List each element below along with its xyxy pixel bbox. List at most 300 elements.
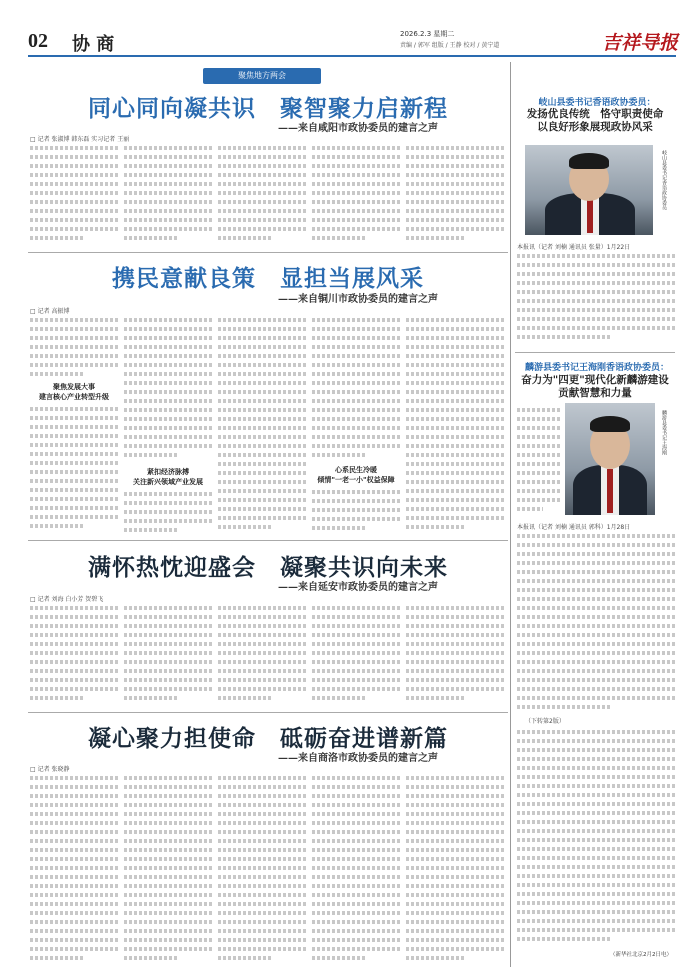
text-line [406, 522, 466, 531]
text-line [406, 872, 506, 881]
text-line [312, 324, 400, 333]
text-line [406, 657, 506, 666]
text-line [406, 666, 506, 675]
article1-subtitle: ——来自咸阳市政协委员的建言之声 [278, 123, 438, 134]
text-line [124, 926, 212, 935]
text-line [30, 315, 118, 324]
text-line [406, 360, 506, 369]
text-line [218, 845, 306, 854]
text-line [406, 953, 466, 962]
article4-body-col5 [406, 773, 506, 963]
text-line [218, 657, 306, 666]
text-line [517, 889, 675, 898]
text-line [218, 233, 271, 242]
text-line [30, 206, 118, 215]
text-line [124, 215, 212, 224]
text-line [218, 926, 306, 935]
text-line [30, 944, 118, 953]
text-line [517, 269, 675, 278]
text-line [218, 152, 306, 161]
text-line [406, 693, 466, 702]
text-line [218, 215, 306, 224]
text-line [406, 809, 506, 818]
text-line [406, 432, 506, 441]
text-line [312, 197, 400, 206]
footer-source: （新华社北京2月2日电） [610, 952, 672, 958]
text-line [30, 675, 118, 684]
right-story1-byline: 本报讯（记者 刘楠 通讯员 张量）1月22日 [517, 244, 631, 251]
right-continued-note: （下转第2版） [525, 718, 565, 725]
text-line [218, 917, 306, 926]
text-line [312, 315, 400, 324]
article3-headline: 满怀热忱迎盛会 凝聚共识向未来 [88, 554, 448, 581]
text-line [124, 387, 212, 396]
text-line [312, 369, 400, 378]
text-line [218, 414, 306, 423]
right-story1-photo [525, 145, 653, 235]
text-line [406, 630, 506, 639]
text-line [406, 504, 506, 513]
text-line [124, 917, 212, 926]
right-story2-body-side [517, 405, 561, 515]
text-line [218, 782, 306, 791]
article2-subhead-1: 聚焦发展大事 建言核心产业转型升级 [39, 383, 109, 401]
text-line [312, 836, 400, 845]
text-line [124, 333, 212, 342]
text-line [218, 224, 306, 233]
text-line [30, 693, 83, 702]
text-line [517, 754, 675, 763]
text-line [312, 487, 400, 496]
text-line [312, 206, 400, 215]
text-line [30, 630, 118, 639]
text-line [312, 899, 400, 908]
article4-body-col2 [124, 773, 212, 963]
text-line [124, 342, 212, 351]
text-line [30, 917, 118, 926]
text-line [30, 404, 118, 413]
text-line [517, 251, 675, 260]
text-line [517, 702, 612, 711]
text-line [312, 603, 400, 612]
text-line [517, 567, 675, 576]
text-line [517, 907, 675, 916]
text-line [124, 791, 212, 800]
text-line [312, 496, 400, 505]
text-line [517, 314, 675, 323]
text-line [30, 791, 118, 800]
article4-byline: □ 记者 张晓静 [30, 766, 70, 773]
text-line [517, 323, 675, 332]
text-line [517, 736, 675, 745]
text-line [124, 881, 212, 890]
text-line [517, 621, 675, 630]
article-separator [28, 712, 508, 713]
text-line [30, 360, 118, 369]
text-line [124, 315, 212, 324]
text-line [30, 782, 118, 791]
text-line [218, 522, 271, 531]
text-line [218, 206, 306, 215]
text-line [406, 639, 506, 648]
text-line [124, 498, 212, 507]
text-line [312, 612, 400, 621]
text-line [218, 143, 306, 152]
text-line [406, 684, 506, 693]
text-line [124, 944, 212, 953]
text-line [517, 495, 561, 504]
text-line [30, 197, 118, 206]
text-line [124, 525, 177, 534]
text-line [312, 926, 400, 935]
text-line [218, 387, 306, 396]
text-line [406, 161, 506, 170]
text-line [312, 387, 400, 396]
text-line [124, 324, 212, 333]
text-line [312, 505, 400, 514]
article2-subtitle: ——来自铜川市政协委员的建言之声 [278, 294, 438, 305]
text-line [124, 836, 212, 845]
text-line [517, 432, 561, 441]
text-line [312, 621, 400, 630]
text-line [30, 449, 118, 458]
text-line [406, 405, 506, 414]
text-line [30, 179, 118, 188]
text-line [517, 441, 561, 450]
text-line [312, 523, 365, 532]
text-line [30, 953, 83, 962]
text-line [124, 666, 212, 675]
text-line [406, 863, 506, 872]
text-line [124, 899, 212, 908]
article3-body-col3 [218, 603, 306, 703]
text-line [406, 423, 506, 432]
text-line [312, 693, 365, 702]
text-line [218, 827, 306, 836]
text-line [124, 657, 212, 666]
text-line [218, 423, 306, 432]
text-line [406, 899, 506, 908]
text-line [406, 603, 506, 612]
editorial-staff: 责编 / 郭军 组版 / 王静 校对 / 黄宁道 [400, 42, 500, 49]
text-line [312, 773, 400, 782]
text-line [406, 675, 506, 684]
text-line [218, 603, 306, 612]
text-line [517, 477, 561, 486]
text-line [517, 648, 675, 657]
text-line [406, 369, 506, 378]
text-line [517, 450, 561, 459]
text-line [218, 333, 306, 342]
text-line [517, 693, 675, 702]
text-line [517, 486, 561, 495]
text-line [124, 161, 212, 170]
article2-body-col1a [30, 315, 118, 380]
text-line [218, 872, 306, 881]
text-line [312, 152, 400, 161]
text-line [218, 639, 306, 648]
text-line [30, 431, 118, 440]
text-line [218, 800, 306, 809]
text-line [30, 845, 118, 854]
text-line [517, 898, 675, 907]
text-line [406, 468, 506, 477]
text-line [406, 459, 506, 468]
text-line [30, 342, 118, 351]
text-line [124, 908, 212, 917]
text-line [30, 324, 118, 333]
article1-body-col1 [30, 143, 118, 243]
article2-subhead-3: 心系民生冷暖 倾情"一老一小"权益保障 [317, 466, 395, 484]
text-line [517, 862, 675, 871]
text-line [406, 854, 506, 863]
text-line [312, 818, 400, 827]
text-line [218, 666, 306, 675]
text-line [406, 378, 506, 387]
text-line [312, 890, 400, 899]
section-title: 协 商 [72, 34, 115, 55]
text-line [30, 863, 118, 872]
text-line [218, 513, 306, 522]
text-line [406, 773, 506, 782]
text-line [124, 224, 212, 233]
text-line [517, 305, 675, 314]
text-line [406, 387, 506, 396]
text-line [517, 853, 675, 862]
text-line [406, 414, 506, 423]
text-line [124, 827, 212, 836]
text-line [517, 459, 561, 468]
text-line [30, 188, 118, 197]
text-line [218, 854, 306, 863]
text-line [218, 881, 306, 890]
text-line [218, 170, 306, 179]
text-line [517, 296, 675, 305]
text-line [406, 152, 506, 161]
text-line [124, 621, 212, 630]
text-line [517, 799, 675, 808]
text-line [124, 206, 212, 215]
text-line [30, 621, 118, 630]
article3-body-col5 [406, 603, 506, 703]
text-line [406, 170, 506, 179]
text-line [124, 693, 177, 702]
text-line [30, 351, 118, 360]
text-line [218, 495, 306, 504]
text-line [517, 934, 612, 943]
text-line [30, 773, 118, 782]
page-number: 02 [28, 30, 48, 52]
text-line [124, 378, 212, 387]
issue-date: 2026.2.3 星期二 [400, 30, 455, 38]
text-line [406, 233, 466, 242]
text-line [312, 360, 400, 369]
text-line [218, 684, 306, 693]
article4-body-col1 [30, 773, 118, 963]
text-line [124, 414, 212, 423]
article3-subtitle: ——来自延安市政协委员的建言之声 [278, 582, 438, 593]
article1-body-col2 [124, 143, 212, 243]
text-line [312, 333, 400, 342]
text-line [406, 333, 506, 342]
text-line [406, 188, 506, 197]
text-line [406, 477, 506, 486]
article1-headline: 同心同向凝共识 聚智聚力启新程 [88, 95, 448, 122]
text-line [218, 863, 306, 872]
text-line [517, 727, 675, 736]
text-line [406, 351, 506, 360]
text-line [124, 648, 212, 657]
text-line [124, 630, 212, 639]
text-line [406, 935, 506, 944]
text-line [312, 935, 400, 944]
text-line [517, 844, 675, 853]
text-line [517, 558, 675, 567]
text-line [30, 657, 118, 666]
text-line [312, 215, 400, 224]
article3-body-col4 [312, 603, 400, 703]
text-line [312, 881, 400, 890]
article4-body-col3 [218, 773, 306, 963]
text-line [218, 315, 306, 324]
text-line [406, 206, 506, 215]
text-line [218, 351, 306, 360]
text-line [124, 423, 212, 432]
article3-byline: □ 记者 刘海 白小芳 贺碧飞 [30, 596, 104, 603]
text-line [517, 549, 675, 558]
text-line [30, 215, 118, 224]
text-line [30, 648, 118, 657]
text-line [218, 648, 306, 657]
text-line [218, 450, 306, 459]
masthead-logo: 吉祥导报 [602, 32, 679, 54]
text-line [124, 639, 212, 648]
text-line [30, 890, 118, 899]
text-line [312, 450, 365, 459]
article3-body-col1 [30, 603, 118, 703]
text-line [517, 504, 543, 513]
text-line [124, 188, 212, 197]
text-line [312, 917, 400, 926]
text-line [218, 890, 306, 899]
text-line [312, 675, 400, 684]
text-line [218, 441, 306, 450]
text-line [312, 872, 400, 881]
text-line [517, 414, 561, 423]
text-line [517, 880, 675, 889]
text-line [517, 278, 675, 287]
text-line [406, 179, 506, 188]
text-line [406, 315, 506, 324]
text-line [312, 827, 400, 836]
text-line [218, 504, 306, 513]
text-line [30, 800, 118, 809]
text-line [517, 612, 675, 621]
text-line [517, 817, 675, 826]
text-line [218, 179, 306, 188]
text-line [517, 603, 675, 612]
text-line [406, 827, 506, 836]
right-story2-photo-caption: 麟游县委书记王海刚 [661, 410, 667, 455]
text-line [124, 351, 212, 360]
text-line [312, 514, 400, 523]
article2-body-col3 [218, 315, 306, 534]
text-line [517, 594, 675, 603]
text-line [30, 908, 118, 917]
text-line [406, 441, 506, 450]
text-line [218, 630, 306, 639]
text-line [218, 468, 306, 477]
text-line [312, 351, 400, 360]
text-line [124, 612, 212, 621]
page-header [0, 0, 700, 60]
text-line [406, 926, 506, 935]
text-line [517, 531, 675, 540]
text-line [406, 621, 506, 630]
text-line [30, 935, 118, 944]
text-line [406, 881, 506, 890]
text-line [406, 944, 506, 953]
text-line [517, 925, 675, 934]
text-line [312, 863, 400, 872]
text-line [218, 342, 306, 351]
text-line [406, 890, 506, 899]
text-line [312, 441, 400, 450]
text-line [124, 854, 212, 863]
right-story2-kicker: 麟游县委书记王海刚香语政协委员： [524, 363, 669, 373]
text-line [312, 845, 400, 854]
right-story2-body [517, 531, 675, 711]
text-line [30, 827, 118, 836]
text-line [124, 773, 212, 782]
right-story2-title: 奋力为"四更"现代化新麟游建设 贡献智慧和力量 [521, 374, 669, 399]
text-line [218, 197, 306, 206]
text-line [124, 809, 212, 818]
text-line [124, 890, 212, 899]
text-line [312, 414, 400, 423]
article2-body-col5 [406, 315, 506, 534]
text-line [312, 854, 400, 863]
text-line [30, 485, 118, 494]
text-line [517, 468, 561, 477]
text-line [30, 521, 83, 530]
text-line [124, 441, 212, 450]
text-line [30, 476, 118, 485]
text-line [406, 908, 506, 917]
text-line [312, 908, 400, 917]
article2-body-col4a [312, 315, 400, 461]
text-line [124, 489, 212, 498]
text-line [517, 781, 675, 790]
text-line [517, 423, 561, 432]
article-separator [515, 352, 675, 353]
text-line [517, 405, 561, 414]
text-line [124, 396, 212, 405]
text-line [218, 908, 306, 917]
text-line [30, 422, 118, 431]
text-line [312, 791, 400, 800]
text-line [30, 603, 118, 612]
right-story2-body-2 [517, 727, 675, 945]
text-line [30, 467, 118, 476]
text-line [30, 152, 118, 161]
text-line [124, 516, 212, 525]
text-line [312, 143, 400, 152]
text-line [218, 693, 271, 702]
text-line [517, 871, 675, 880]
text-line [30, 872, 118, 881]
text-line [312, 666, 400, 675]
